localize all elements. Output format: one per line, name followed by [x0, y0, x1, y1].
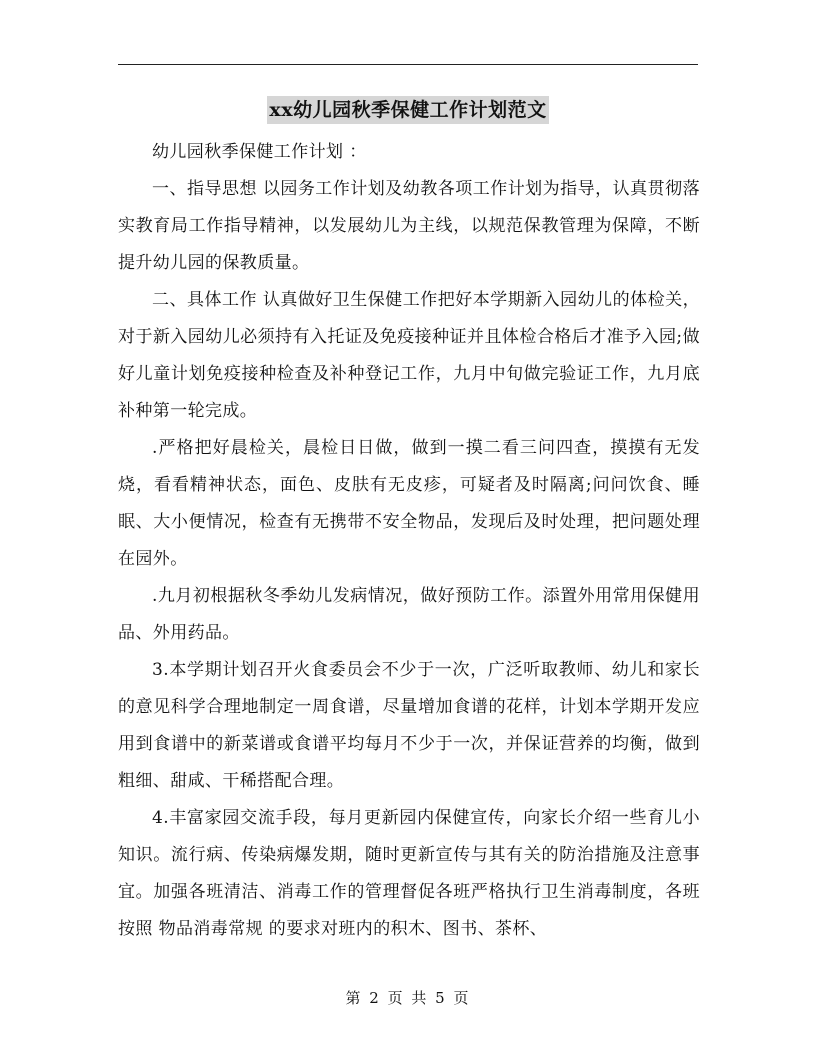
document-title-container: [0, 96, 816, 124]
header-rule: [118, 64, 698, 65]
document-body: [118, 134, 700, 948]
paragraph-guiding-ideology: 一、指导思想 以园务工作计划及幼教各项工作计划为指导，认真贯彻落实教育局工作指导精神，以发展幼儿为主线，以规范保教管理为保障，不断提升幼儿园的保教质量。: [118, 179, 700, 273]
page-number-footer: 第 2 页 共 5 页: [345, 989, 471, 1007]
paragraph-home-school: 4.丰富家园交流手段，每月更新园内保健宣传，向家长介绍一些育儿小知识。流行病、传染病爆发期，随时更新宣传与其有关的防治措施及注意事宜。加强各班清洁、消毒工作的管理督促各班严格执行卫生消毒制度，各班按照 物品消毒常规 的要求对班内的积木、图书、茶杯、: [118, 808, 700, 939]
paragraph-heading: 幼儿园秋季保健工作计划 ：: [152, 142, 367, 162]
paragraph-meal-committee: 3.本学期计划召开火食委员会不少于一次，广泛听取教师、幼儿和家长的意见科学合理地制定一周食谱，尽量增加食谱的花样，计划本学期开发应用到食谱中的新菜谱或食谱平均每月不少于一次，并保证营养的均衡，做到粗细、甜咸、干稀搭配合理。: [118, 660, 700, 791]
paragraph-specific-work: 二、具体工作 认真做好卫生保健工作把好本学期新入园幼儿的体检关，对于新入园幼儿必须持有入托证及免疫接种证并且体检合格后才准予入园;做好儿童计划免疫接种检查及补种登记工作，九月中旬做完验证工作，九月底补种第一轮完成。: [118, 290, 700, 421]
paragraph-morning-check: .严格把好晨检关，晨检日日做，做到一摸二看三问四查，摸摸有无发烧，看看精神状态，面色、皮肤有无皮疹，可疑者及时隔离;问问饮食、睡眠、大小便情况，检查有无携带不安全物品，发现后及时处理，把问题处理在园外。: [118, 438, 700, 569]
document-title: xx幼儿园秋季保健工作计划范文: [267, 96, 548, 124]
paragraph-prevention: .九月初根据秋冬季幼儿发病情况，做好预防工作。添置外用常用保健用品、外用药品。: [118, 586, 700, 643]
